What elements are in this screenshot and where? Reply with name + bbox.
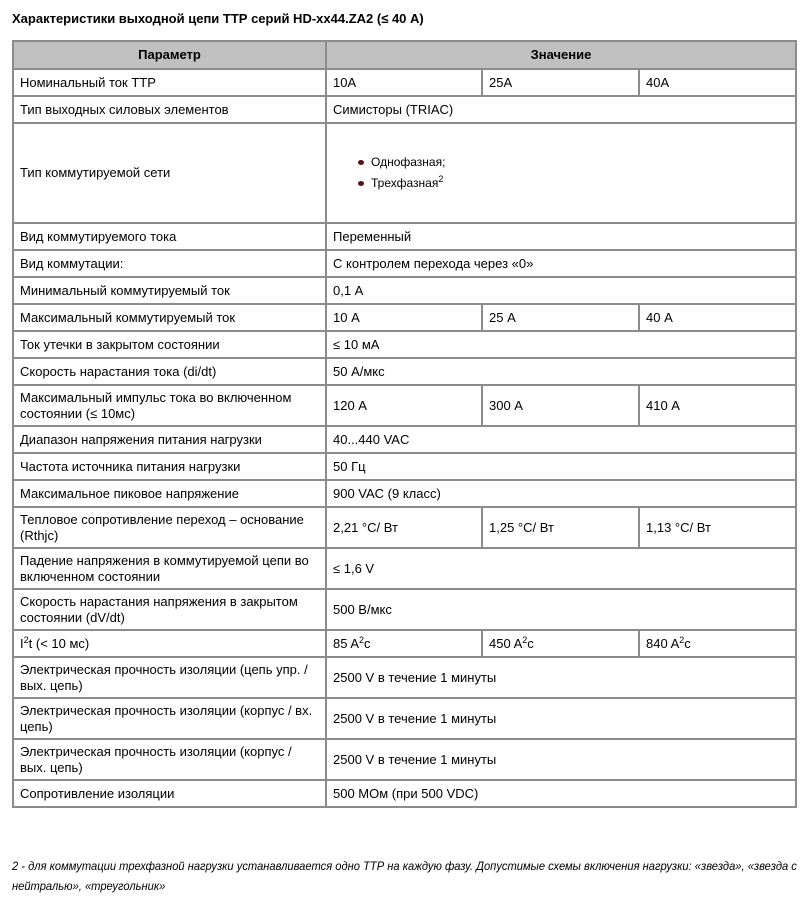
value-cell: 40 А [639,304,796,331]
value-cell: Переменный [326,223,796,250]
table-row [13,304,796,331]
value-cell: 50 Гц [326,453,796,480]
param-cell: Минимальный коммутируемый ток [13,277,326,304]
table-title: Характеристики выходной цепи ТТР серий HD-xx44.ZA2 (≤ 40 А) [12,11,424,26]
param-cell: Тепловое сопротивление переход – основание (Rthjc) [13,507,326,548]
value-cell: 2500 V в течение 1 минуты [326,698,796,739]
table-row [13,250,796,277]
value-cell: 1,13 °C/ Вт [639,507,796,548]
param-cell: $I^2t$ (< 10 мс) [13,630,326,657]
param-cell: Электрическая прочность изоляции (цепь упр. / вых. цепь) [13,657,326,698]
param-cell: Тип выходных силовых элементов [13,96,326,123]
param-cell: Максимальный импульс тока во включенном состоянии (≤ 10мс) [13,385,326,426]
value-cell: 900 VAC (9 класс) [326,480,796,507]
param-cell: Падение напряжения в коммутируемой цепи во включенном состоянии [13,548,326,589]
value-cell: ≤ 1,6 V [326,548,796,589]
table-row [13,331,796,358]
table-row [13,480,796,507]
table-row [13,739,796,780]
table-row [13,69,796,96]
value-cell: 300 А [482,385,639,426]
table-row [13,223,796,250]
table-row [13,657,796,698]
network-type-list [333,152,789,194]
table-row [13,96,796,123]
table-row [13,780,796,807]
value-cell: 500 МОм (при 500 VDC) [326,780,796,807]
param-cell: Электрическая прочность изоляции (корпус / вых. цепь) [13,739,326,780]
value-cell: 500 В/мкс [326,589,796,630]
list-item: Однофазная; [371,152,789,173]
value-cell: 50 А/мкс [326,358,796,385]
table-row [13,548,796,589]
header-value: Значение [326,41,796,69]
table-row [13,277,796,304]
value-cell [326,123,796,223]
param-cell: Скорость нарастания напряжения в закрытом состоянии (dV/dt) [13,589,326,630]
spec-table [12,40,797,808]
table-header-row [13,41,796,69]
param-cell: Максимальное пиковое напряжение [13,480,326,507]
param-cell: Частота источника питания нагрузки [13,453,326,480]
footnote: 2 - для коммутации трехфазной нагрузки устанавливается одно ТТР на каждую фазу. Допустимые схемы включения нагрузки: «звезда», «звезда с нейтралью», «треугольник» [12,859,797,893]
value-cell: 410 А [639,385,796,426]
footnote-ref: 2 [438,174,444,184]
table-row [13,698,796,739]
param-cell: Диапазон напряжения питания нагрузки [13,426,326,453]
header-param: Параметр [13,41,326,69]
table-row [13,123,796,223]
param-cell: Электрическая прочность изоляции (корпус / вх. цепь) [13,698,326,739]
value-cell: 25A [482,69,639,96]
param-cell: Вид коммутации: [13,250,326,277]
value-cell: ≤ 10 мА [326,331,796,358]
param-cell: Максимальный коммутируемый ток [13,304,326,331]
list-item: Трехфазная$^2$ [371,173,789,194]
table-row [13,426,796,453]
table-row [13,453,796,480]
value-cell: 40...440 VAC [326,426,796,453]
value-cell: 2500 V в течение 1 минуты [326,657,796,698]
value-cell: С контролем перехода через «0» [326,250,796,277]
value-cell: 2500 V в течение 1 минуты [326,739,796,780]
param-cell: Ток утечки в закрытом состоянии [13,331,326,358]
table-row [13,507,796,548]
value-cell: 450 $A^2c$ [482,630,639,657]
table-row [13,358,796,385]
param-cell: Скорость нарастания тока (di/dt) [13,358,326,385]
value-cell: 2,21 °C/ Вт [326,507,482,548]
value-cell: 25 А [482,304,639,331]
table-row [13,630,796,657]
param-cell: Тип коммутируемой сети [13,123,326,223]
value-cell: 1,25 °C/ Вт [482,507,639,548]
param-cell: Номинальный ток ТТР [13,69,326,96]
table-row [13,385,796,426]
value-cell: 40A [639,69,796,96]
value-cell: 10 А [326,304,482,331]
value-cell: 10A [326,69,482,96]
value-cell: 840 $A^2c$ [639,630,796,657]
table-row [13,589,796,630]
value-cell: 85 $A^2c$ [326,630,482,657]
value-cell: 0,1 А [326,277,796,304]
param-cell: Вид коммутируемого тока [13,223,326,250]
value-cell: 120 А [326,385,482,426]
value-cell: Симисторы (TRIAC) [326,96,796,123]
param-cell: Сопротивление изоляции [13,780,326,807]
